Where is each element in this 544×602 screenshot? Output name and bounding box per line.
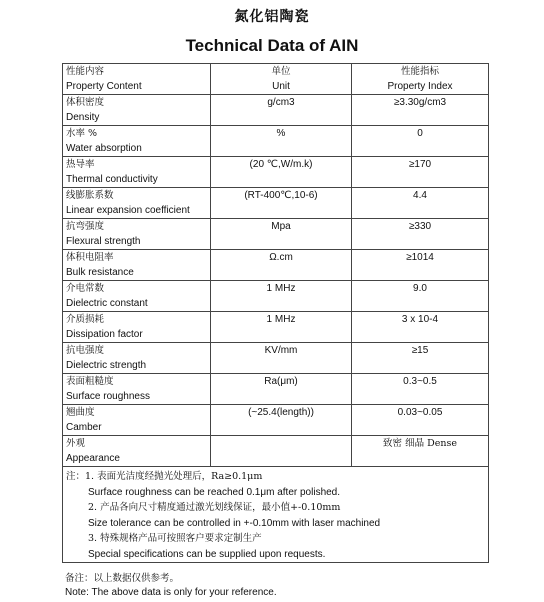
row-unit: Ω.cm: [269, 252, 293, 263]
table-row: [63, 312, 489, 343]
table-row: [63, 157, 489, 188]
row-label-en: Dissipation factor: [66, 329, 143, 340]
table-row: [63, 436, 489, 467]
table-row: [63, 95, 489, 126]
row-unit: %: [276, 128, 286, 139]
table-row: [63, 126, 489, 157]
row-unit: KV/mm: [264, 345, 298, 356]
note-2-en: Size tolerance can be controlled in +-0.10mm with laser machined: [88, 517, 381, 529]
row-label-cn: 线膨胀系数: [66, 190, 114, 201]
row-unit: Mpa: [271, 221, 291, 232]
header-unit: [211, 64, 352, 95]
row-label-en: Linear expansion coefficient: [66, 205, 190, 216]
table-row: [63, 405, 489, 436]
header-unit-en: Unit: [272, 81, 290, 92]
header-property: [63, 64, 211, 95]
row-label-cn: 表面粗糙度: [66, 376, 114, 387]
row-value: ≥1014: [406, 252, 434, 263]
remark-english: Note: The above data is only for your reference.: [65, 587, 277, 598]
row-value: ≥170: [408, 159, 432, 170]
note-1-cn: 注：1. 表面光洁度经抛光处理后，Ra≥0.1μm: [66, 471, 263, 482]
row-label-en: Flexural strength: [66, 236, 141, 247]
row-value: ≥15: [411, 345, 429, 356]
row-label-en: Camber: [66, 422, 102, 433]
note-3-cn: 3. 特殊规格产品可按照客户要求定制生产: [88, 533, 262, 544]
row-value: 0.3~0.5: [403, 376, 437, 387]
table-row: [63, 188, 489, 219]
table-row: [63, 374, 489, 405]
row-value: ≥330: [408, 221, 432, 232]
header-index: [352, 64, 489, 95]
table-row: [63, 219, 489, 250]
remark-chinese: 备注：以上数据仅供参考。: [65, 573, 180, 584]
row-label-cn: 抗弯强度: [66, 221, 105, 232]
row-value: 致密 细晶 Dense: [383, 438, 457, 449]
row-unit: (~25.4(length)): [248, 407, 314, 418]
row-value: ≥3.30g/cm3: [393, 97, 447, 108]
row-unit: g/cm3: [267, 97, 295, 108]
header-index-en: Property Index: [387, 81, 453, 92]
header-property-en: Property Content: [66, 81, 142, 92]
row-label-cn: 介电常数: [66, 283, 105, 294]
row-value: 9.0: [413, 283, 427, 294]
row-value: 0: [417, 128, 423, 139]
row-label-cn: 体积电阻率: [66, 252, 114, 263]
note-2-cn: 2. 产品各向尺寸精度通过激光划线保证，最小值+-0.10mm: [88, 502, 341, 513]
header-index-cn: 性能指标: [400, 66, 439, 77]
notes-cell: [63, 467, 489, 563]
header-property-cn: 性能内容: [66, 66, 105, 77]
row-unit: Ra(μm): [264, 376, 298, 387]
row-label-en: Thermal conductivity: [66, 174, 158, 185]
row-label-cn: 翘曲度: [66, 407, 95, 418]
row-label-en: Dielectric constant: [66, 298, 148, 309]
row-unit: 1 MHz: [266, 314, 296, 325]
row-unit: 1 MHz: [266, 283, 296, 294]
row-value: 3 x 10-4: [401, 314, 439, 325]
row-label-en: Density: [66, 112, 100, 123]
row-unit: (RT-400℃,10-6): [244, 190, 318, 201]
row-label-en: Bulk resistance: [66, 267, 134, 278]
table-row: [63, 343, 489, 374]
header-unit-cn: 单位: [271, 66, 291, 77]
row-unit: (20 ℃,W/m.k): [249, 159, 313, 170]
note-3-en: Special specifications can be supplied upon requests.: [88, 548, 326, 560]
row-label-en: Dielectric strength: [66, 360, 147, 371]
table-header-row: [63, 64, 489, 95]
row-label-cn: 热导率: [66, 159, 95, 170]
row-value: 0.03~0.05: [397, 407, 443, 418]
row-label-cn: 介质损耗: [66, 314, 105, 325]
table-row: [63, 281, 489, 312]
row-label-cn: 外观: [66, 438, 86, 449]
row-label-en: Appearance: [66, 453, 120, 464]
row-label-cn: 体积密度: [66, 97, 105, 108]
page-title: Technical Data of AIN: [185, 36, 359, 55]
table-row: [63, 250, 489, 281]
note-1-en: Surface roughness can be reached 0.1μm after polished.: [88, 486, 341, 498]
row-label-en: Water absorption: [66, 143, 142, 154]
row-value: 4.4: [413, 190, 427, 201]
spec-table: [62, 63, 489, 563]
row-label-cn: 水率 %: [66, 128, 98, 139]
row-label-cn: 抗电强度: [66, 345, 105, 356]
notes-row: [63, 467, 489, 563]
row-label-en: Surface roughness: [66, 391, 150, 402]
page-title-chinese: 氮化铝陶瓷: [234, 9, 310, 25]
